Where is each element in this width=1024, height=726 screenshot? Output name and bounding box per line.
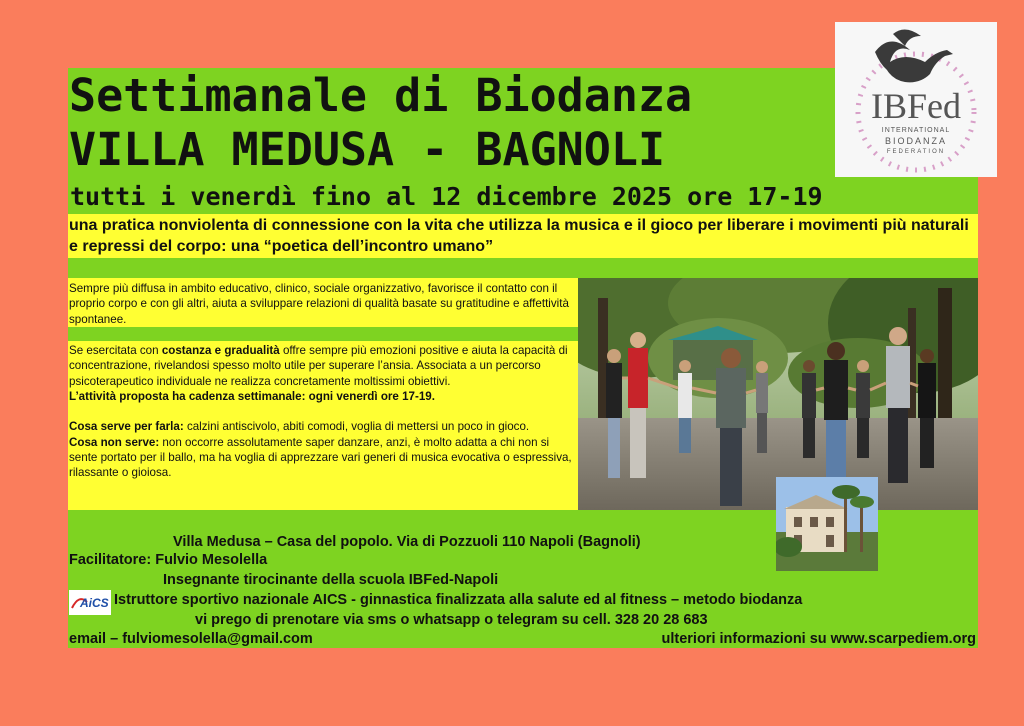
venue-address: Villa Medusa – Casa del popolo. Via di Pozzuoli 110 Napoli (Bagnoli) <box>173 534 641 550</box>
non-serve-text: non occorre assolutamente saper danzare, anzi, è molto adatta a chi non si sente portato per il ballo, ma ha voglia di apprezzare vari generi di musica evocativa o espressiva, rilassante o gioiosa. <box>69 435 572 480</box>
spacer-banner <box>68 258 978 278</box>
logo-line3: FEDERATION <box>886 149 946 155</box>
aics-logo-text: AiCS <box>80 596 109 610</box>
aics-logo <box>69 590 111 615</box>
facilitator-name: Facilitatore: Fulvio Mesolella <box>69 552 268 568</box>
logo-line2: BIODANZA <box>884 136 948 146</box>
teacher-role: Insegnante tirocinante della scuola IBFed-Napoli <box>163 572 499 588</box>
villa-medusa-photo <box>776 477 878 571</box>
logo-line1: INTERNATIONAL <box>881 127 951 134</box>
description-paragraph-1: Sempre più diffusa in ambito educativo, clinico, sociale organizzativo, favorisce il contatto con il proprio corpo e con gli altri, aiuta a sviluppare relazioni di qualità basate su gratitudine e affettività spontanee. <box>69 282 569 326</box>
intro-text: una pratica nonviolenta di connessione con la vita che utilizza la musica e il gioco per liberare i movimenti più naturali e repressi del corpo: una “poetica dell’incontro umano” <box>69 217 969 255</box>
schedule-subtitle: tutti i venerdì fino al 12 dicembre 2025 ore 17-19 <box>70 182 823 211</box>
logo-name: IBFed <box>871 86 961 126</box>
email-contact[interactable]: email – fulviomesolella@gmail.com <box>69 631 313 647</box>
description-paragraph-2 <box>69 343 579 481</box>
biodanza-group-photo <box>578 278 978 510</box>
venue-title: VILLA MEDUSA - BAGNOLI <box>69 123 666 176</box>
website-info[interactable]: ulteriori informazioni su www.scarpediem.org <box>661 631 976 647</box>
desc2-pre: Se esercitata con <box>69 344 162 357</box>
serve-text: calzini antiscivolo, abiti comodi, voglia di mettersi un poco in gioco. <box>183 420 530 434</box>
ibfed-logo <box>835 22 997 177</box>
cadence-text: L’attività proposta ha cadenza settimanale: ogni venerdì ore 17-19. <box>69 389 435 403</box>
serve-label: Cosa serve per farla: <box>69 420 184 434</box>
instructor-qualification: Istruttore sportivo nazionale AICS - ginnastica finalizzata alla salute ed al fitness – metodo biodanza <box>114 592 803 608</box>
booking-info: vi prego di prenotare via sms o whatsapp o telegram su cell. 328 20 28 683 <box>195 612 708 628</box>
desc2-post: offre sempre più emozioni positive e aiuta la capacità di concentrazione, rivelandosi spesso molto utile per superare l’ansia. Associata a un percorso psicoterapeutico individuale ne realizza concretamente moltissimi obiettivi. <box>69 344 568 388</box>
desc2-bold: costanza e gradualità <box>161 344 280 357</box>
description-divider <box>68 327 580 341</box>
page-title: Settimanale di Biodanza <box>69 69 693 122</box>
non-serve-label: Cosa non serve: <box>69 435 160 449</box>
